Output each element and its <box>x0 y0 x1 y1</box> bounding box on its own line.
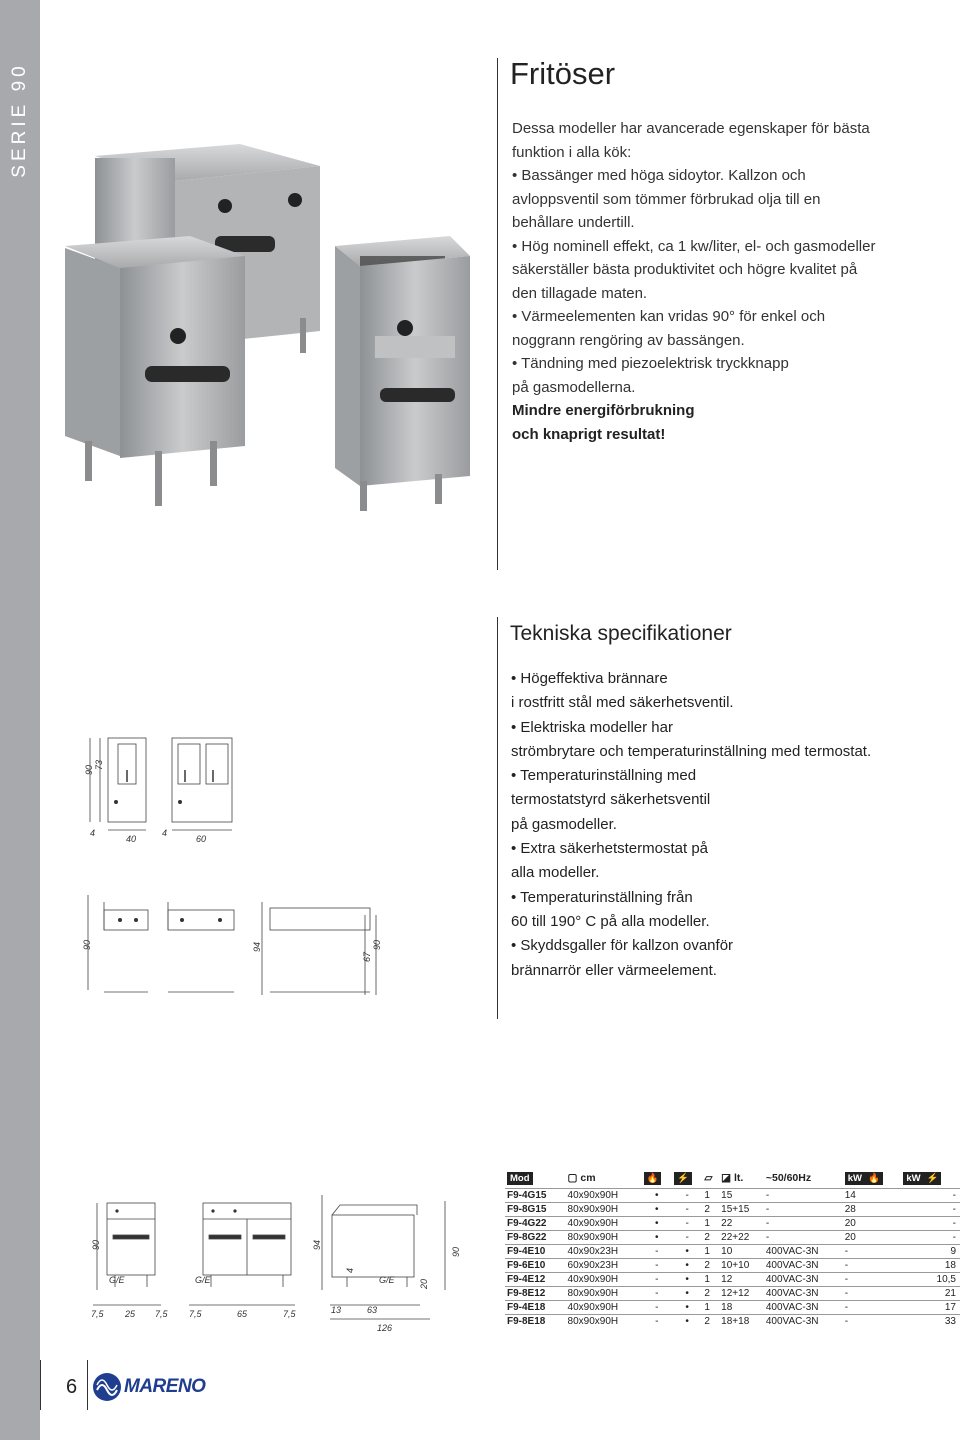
table-cell: 2 <box>702 1203 719 1217</box>
table-cell: - <box>642 1315 672 1329</box>
table-cell: - <box>843 1301 902 1315</box>
spec-line: brännarrör eller värmeelement. <box>511 961 717 979</box>
table-cell: 10 <box>719 1245 764 1259</box>
table-cell: 15 <box>719 1189 764 1203</box>
col-model: Mod <box>505 1168 566 1189</box>
dim-edge-b: 4 <box>162 828 168 838</box>
page-number: 6 <box>66 1376 78 1398</box>
dim-h-right: 90 <box>451 1246 461 1257</box>
table-cell: 18 <box>719 1301 764 1315</box>
dim-w1b: 25 <box>125 1309 136 1319</box>
table-cell: 28 <box>843 1203 902 1217</box>
spec-line: • Temperaturinställning från <box>511 888 693 906</box>
intro-line: avloppsventil som tömmer förbrukad olja till en <box>512 190 821 208</box>
page-title: Fritöser <box>510 56 616 91</box>
dim-w1a: 7,5 <box>91 1309 104 1319</box>
spec-line: i rostfritt stål med säkerhetsventil. <box>511 694 734 712</box>
liter-icon: ◪ <box>721 1172 735 1184</box>
dim-h-left: 90 <box>91 1239 101 1250</box>
table-cell: 10,5 <box>901 1273 960 1287</box>
table-cell: 33 <box>901 1315 960 1329</box>
table-row <box>505 1189 960 1203</box>
table-cell: 12+12 <box>719 1287 764 1301</box>
table-cell: - <box>764 1231 843 1245</box>
spec-line: på gasmodeller. <box>511 815 617 833</box>
table-cell: F9-4E18 <box>505 1301 566 1315</box>
spec-line: • Högeffektiva brännare <box>511 670 668 687</box>
table-cell: F9-8E12 <box>505 1287 566 1301</box>
intro-line: • Bassänger med höga sidoytor. Kallzon och <box>512 167 806 184</box>
intro-line: den tillagade maten. <box>512 284 648 302</box>
table-row <box>505 1287 960 1301</box>
table-row <box>505 1231 960 1245</box>
table-cell: - <box>642 1301 672 1315</box>
spec-line: • Extra säkerhetstermostat på <box>511 840 708 858</box>
table-cell: 1 <box>702 1273 719 1287</box>
dim-w2a: 7,5 <box>189 1309 202 1319</box>
table-cell: 18 <box>901 1259 960 1273</box>
table-header-row <box>505 1168 960 1189</box>
table-cell: - <box>672 1217 702 1231</box>
spec-line: 60 till 190° C på alla modeller. <box>511 912 710 930</box>
dim-w3total: 126 <box>377 1323 393 1333</box>
table-cell: 22 <box>719 1217 764 1231</box>
table-cell: 10+10 <box>719 1259 764 1273</box>
table-cell: 40x90x90H <box>566 1217 642 1231</box>
label-ge-3: G/E <box>379 1275 395 1285</box>
table-cell: F9-8G22 <box>505 1231 566 1245</box>
intro-line: • Värmeelementen kan vridas 90° för enkel och <box>512 308 826 325</box>
top-divider <box>497 58 498 570</box>
spec-line: strömbrytare och temperaturinställning med termostat. <box>511 742 872 760</box>
intro-accent-line: och knaprigt resultat! <box>512 425 666 443</box>
series-label-box <box>2 60 38 180</box>
spec-line: • Elektriska modeller har <box>511 718 673 736</box>
table-row <box>505 1203 960 1217</box>
col-dimensions: ▢ cm <box>567 1172 596 1184</box>
table-cell: 40x90x23H <box>566 1245 642 1259</box>
fryer-product-photo <box>40 96 490 576</box>
table-cell: - <box>672 1203 702 1217</box>
spec-line: alla modeller. <box>511 864 600 882</box>
col-electric <box>672 1168 702 1189</box>
brand-name: MARENO <box>124 1376 206 1397</box>
intro-accent-line: Mindre energiförbrukning <box>512 402 695 419</box>
lightning-icon: ⚡ <box>924 1172 942 1185</box>
col-basins <box>702 1168 719 1189</box>
table-cell: • <box>642 1217 672 1231</box>
table-cell: 20 <box>843 1231 902 1245</box>
table-cell: • <box>642 1231 672 1245</box>
table-cell: - <box>901 1203 960 1217</box>
dim-h-mid: 94 <box>312 1239 322 1250</box>
middle-divider <box>497 617 498 1019</box>
table-cell: F9-4E12 <box>505 1273 566 1287</box>
dim-side-mid: 94 <box>252 941 262 952</box>
table-cell: 15+15 <box>719 1203 764 1217</box>
dim-w2b: 65 <box>237 1309 248 1319</box>
dim-width-large: 60 <box>196 834 207 844</box>
table-cell: - <box>672 1231 702 1245</box>
table-cell: - <box>843 1245 902 1259</box>
dim-v20: 20 <box>419 1278 429 1289</box>
dim-w3a: 13 <box>331 1305 342 1315</box>
fryer-front-left-unit <box>65 236 245 506</box>
flame-icon: 🔥 <box>644 1172 662 1185</box>
table-cell: 80x90x90H <box>566 1231 642 1245</box>
table-cell: 400VAC-3N <box>764 1245 843 1259</box>
dim-height-total: 90 <box>84 764 94 775</box>
table-cell: 1 <box>702 1189 719 1203</box>
dim-height-inner: 73 <box>94 759 104 770</box>
table-row <box>505 1315 960 1329</box>
table-cell: - <box>901 1189 960 1203</box>
col-voltage: ~50/60Hz <box>765 1172 812 1184</box>
table-cell: 400VAC-3N <box>764 1259 843 1273</box>
table-cell: - <box>901 1217 960 1231</box>
col-gas <box>642 1168 672 1189</box>
table-cell: - <box>672 1189 702 1203</box>
table-cell: 40x90x90H <box>566 1189 642 1203</box>
intro-line: säkerställer bästa produktivitet och högre kvalitet på <box>512 261 858 278</box>
table-cell: • <box>672 1287 702 1301</box>
table-cell: • <box>642 1189 672 1203</box>
table-cell: - <box>764 1217 843 1231</box>
floor-fryer-diagram <box>85 1195 465 1340</box>
basin-icon: ▱ <box>704 1172 713 1184</box>
table-cell: 400VAC-3N <box>764 1301 843 1315</box>
fryer-front-right-unit <box>335 236 470 511</box>
table-cell: - <box>843 1259 902 1273</box>
table-cell: 21 <box>901 1287 960 1301</box>
spec-line: • Skyddsgaller för kallzon ovanför <box>511 937 734 955</box>
table-cell: 2 <box>702 1231 719 1245</box>
table-cell: 1 <box>702 1245 719 1259</box>
table-cell: - <box>901 1231 960 1245</box>
table-cell: F9-8G15 <box>505 1203 566 1217</box>
table-cell: F9-4E10 <box>505 1245 566 1259</box>
intro-line: behållare undertill. <box>512 214 635 231</box>
table-cell: 2 <box>702 1315 719 1329</box>
table-cell: - <box>642 1245 672 1259</box>
table-cell: 2 <box>702 1259 719 1273</box>
table-cell: 80x90x90H <box>566 1203 642 1217</box>
brand-emblem-icon <box>92 1372 122 1402</box>
table-cell: 400VAC-3N <box>764 1287 843 1301</box>
table-cell: 2 <box>702 1287 719 1301</box>
intro-line: Dessa modeller har avancerade egenskaper för bästa <box>512 120 870 137</box>
table-cell: 40x90x90H <box>566 1273 642 1287</box>
table-cell: F9-6E10 <box>505 1259 566 1273</box>
specs-title: Tekniska specifikationer <box>510 622 732 645</box>
intro-line: noggrann rengöring av bassängen. <box>512 331 745 349</box>
table-row <box>505 1301 960 1315</box>
intro-text <box>512 117 932 446</box>
table-cell: - <box>642 1259 672 1273</box>
intro-line: • Tändning med piezoelektrisk tryckknapp <box>512 355 789 372</box>
lightning-icon: ⚡ <box>674 1172 692 1185</box>
table-cell: • <box>672 1301 702 1315</box>
dim-w1c: 7,5 <box>155 1309 168 1319</box>
table-cell: 80x90x90H <box>566 1315 642 1329</box>
table-cell: 14 <box>843 1189 902 1203</box>
dim-side-inner: 67 <box>362 951 372 962</box>
footer-separator <box>87 1360 88 1410</box>
sidebar-band <box>0 0 40 1440</box>
table-cell: 17 <box>901 1301 960 1315</box>
table-cell: - <box>843 1273 902 1287</box>
dim-w2c: 7,5 <box>283 1309 296 1319</box>
footer-rule <box>40 1360 41 1410</box>
table-row <box>505 1259 960 1273</box>
flame-icon: 🔥 <box>865 1172 883 1185</box>
dim-w3b: 63 <box>367 1305 378 1315</box>
table-cell: F9-4G22 <box>505 1217 566 1231</box>
spec-line: termostatstyrd säkerhetsventil <box>511 791 711 809</box>
table-cell: • <box>672 1259 702 1273</box>
col-liters: ◪ lt. <box>721 1172 744 1184</box>
table-cell: 9 <box>901 1245 960 1259</box>
table-cell: 400VAC-3N <box>764 1315 843 1329</box>
dim-side-left: 90 <box>82 939 92 950</box>
table-cell: 22+22 <box>719 1231 764 1245</box>
table-cell: • <box>672 1245 702 1259</box>
table-cell: 18+18 <box>719 1315 764 1329</box>
label-ge-1: G/E <box>109 1275 125 1285</box>
dim-v4: 4 <box>345 1267 355 1273</box>
table-cell: F9-4G15 <box>505 1189 566 1203</box>
intro-line: • Hög nominell effekt, ca 1 kw/liter, el- och gasmodeller <box>512 237 876 255</box>
spec-line: • Temperaturinställning med <box>511 767 697 785</box>
intro-line: på gasmodellerna. <box>512 378 636 396</box>
col-kw-electric: kW ⚡ <box>901 1168 960 1189</box>
table-cell: 1 <box>702 1217 719 1231</box>
box-icon: ▢ <box>567 1172 581 1184</box>
table-cell: 12 <box>719 1273 764 1287</box>
table-cell: 1 <box>702 1301 719 1315</box>
table-row <box>505 1217 960 1231</box>
col-kw-gas: kW 🔥 <box>843 1168 902 1189</box>
table-cell: 400VAC-3N <box>764 1273 843 1287</box>
spec-table <box>505 1168 960 1328</box>
table-cell: - <box>764 1189 843 1203</box>
countertop-fryer-diagram <box>80 730 390 1000</box>
table-cell: - <box>843 1315 902 1329</box>
table-cell: 40x90x90H <box>566 1301 642 1315</box>
table-cell: - <box>642 1287 672 1301</box>
dim-side-right: 90 <box>372 939 382 950</box>
table-row <box>505 1273 960 1287</box>
dim-edge-a: 4 <box>90 828 96 838</box>
table-cell: - <box>642 1273 672 1287</box>
dim-width-small: 40 <box>126 834 137 844</box>
intro-line: funktion i alla kök: <box>512 143 632 161</box>
table-cell: • <box>642 1203 672 1217</box>
table-cell: • <box>672 1273 702 1287</box>
table-cell: 20 <box>843 1217 902 1231</box>
table-cell: F9-8E18 <box>505 1315 566 1329</box>
table-cell: - <box>764 1203 843 1217</box>
table-cell: • <box>672 1315 702 1329</box>
table-cell: 60x90x23H <box>566 1259 642 1273</box>
table-cell: 80x90x90H <box>566 1287 642 1301</box>
series-label: SERIE 90 <box>9 62 30 178</box>
table-cell: - <box>843 1287 902 1301</box>
table-row <box>505 1245 960 1259</box>
brand-logo <box>92 1372 206 1404</box>
label-ge-2: G/E <box>195 1275 211 1285</box>
specs-list <box>511 667 931 983</box>
